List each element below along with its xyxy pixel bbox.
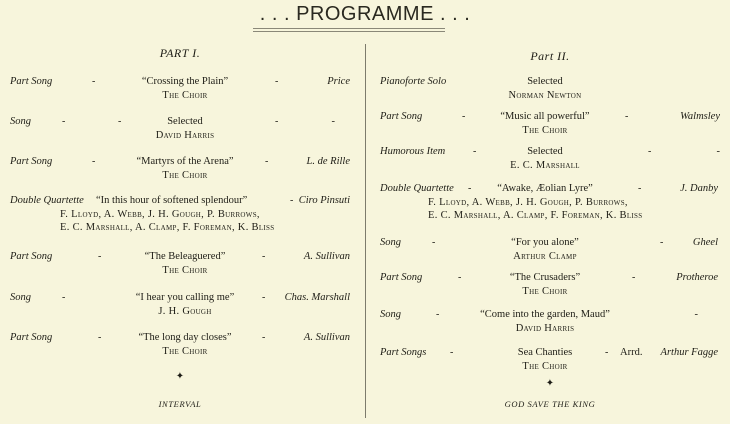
item-kind: Part Song [380,111,423,122]
item-kind: Double Quartette [10,195,84,206]
quartette-names-line-1: F. Lloyd, A. Webb, J. H. Gough, P. Burrows, [60,209,260,220]
item-piece: “For you alone” [511,237,579,248]
item-piece: Selected [527,146,563,157]
programme-title: . . . PROGRAMME . . . [259,3,471,25]
dash: - [436,309,440,320]
dash: - [98,332,102,343]
item-piece: “In this hour of softened splendour” [96,195,248,206]
quartette-names-line-2: E. C. Marshall, A. Clamp, F. Foreman, K. Bliss [60,222,275,233]
item-piece: Sea Chanties [517,347,573,358]
item-performer: The Choir [162,265,208,276]
item-composer: Price [327,76,350,87]
item-kind: Part Song [10,332,53,343]
item-kind: Song [380,309,401,320]
part-two-heading: Part II. [530,49,570,63]
item-performer: The Choir [522,361,568,372]
dash: - [632,272,636,283]
dash: - [118,116,122,127]
item-piece: “The Beleaguered” [144,251,226,262]
item-performer: The Choir [522,286,568,297]
item-piece: “Music all powerful” [500,111,590,122]
item-composer: L. de Rille [306,156,350,167]
item-composer: - [716,146,720,157]
title-underline [253,28,445,29]
item-piece: “I hear you calling me” [135,292,235,303]
item-composer: Chas. Marshall [284,292,350,303]
item-arranger: Arrd. [620,347,643,358]
item-performer: David Harris [155,130,215,141]
item-performer: The Choir [162,346,208,357]
item-kind: Humorous Item [380,146,446,157]
item-piece: “Crossing the Plain” [141,76,229,87]
dash: - [625,111,629,122]
item-performer: The Choir [162,90,208,101]
quartette-names-line-1: F. Lloyd, A. Webb, J. H. Gough, P. Burrows, [428,197,628,208]
item-piece: “Martyrs of the Arena” [136,156,234,167]
ornament-icon: ✦ [175,371,185,382]
dash: - [275,76,279,87]
closing-anthem-label: GOD SAVE THE KING [504,399,596,409]
dash: - [660,237,664,248]
dash: - [62,116,66,127]
item-kind: Song [380,237,401,248]
dash: - [462,111,466,122]
dash: - [265,156,269,167]
item-composer: - [331,116,335,127]
item-performer: Norman Newton [508,90,582,101]
item-composer: - [694,309,698,320]
dash: - [275,116,279,127]
item-kind: Pianoforte Solo [380,76,447,87]
item-composer: Walmsley [680,111,720,122]
item-composer: Arthur Fagge [660,347,718,358]
dash: - [432,237,436,248]
part-one-heading: PART I. [159,46,201,60]
dash: - [473,146,477,157]
item-composer: Protheroe [676,272,718,283]
dash: - [98,251,102,262]
item-piece: “The long day closes” [138,332,232,343]
item-kind: Part Song [380,272,423,283]
item-kind: Song [10,116,31,127]
dash: - [605,347,609,358]
title-underline-second [253,31,445,32]
item-performer: The Choir [162,170,208,181]
column-divider [365,44,366,418]
dash: - [468,183,472,194]
ornament-icon: ✦ [545,378,555,389]
dash: - [262,332,266,343]
item-kind: Part Song [10,76,53,87]
item-performer: The Choir [522,125,568,136]
item-performer: E. C. Marshall [510,160,580,171]
interval-label: INTERVAL [158,399,202,409]
item-kind: Part Songs [380,347,427,358]
item-composer: Gheel [692,237,718,248]
dash: - [458,272,462,283]
dash: - [450,347,454,358]
item-performer: J. H. Gough [158,306,212,317]
item-performer: Arthur Clamp [513,251,577,262]
item-kind: Part Song [10,156,53,167]
item-piece: “The Crusaders” [509,272,581,283]
item-composer: Ciro Pinsuti [298,195,350,206]
item-kind: Song [10,292,31,303]
item-piece: Selected [527,76,563,87]
quartette-names-line-2: E. C. Marshall, A. Clamp, F. Foreman, K. Bliss [428,210,643,221]
dash: - [262,292,266,303]
dash: - [62,292,66,303]
item-kind: Part Song [10,251,53,262]
dash: - [262,251,266,262]
dash: - [648,146,652,157]
item-composer: J. Danby [680,183,718,194]
item-piece: “Come into the garden, Maud” [480,309,610,320]
item-kind: Double Quartette [380,183,454,194]
item-piece: “Awake, Æolian Lyre” [497,183,593,194]
dash: - [92,156,96,167]
dash: - [92,76,96,87]
item-performer: David Harris [515,323,575,334]
dash: - [638,183,642,194]
item-piece: Selected [167,116,203,127]
dash: - [290,195,294,206]
item-composer: A. Sullivan [303,251,350,262]
item-composer: A. Sullivan [303,332,350,343]
